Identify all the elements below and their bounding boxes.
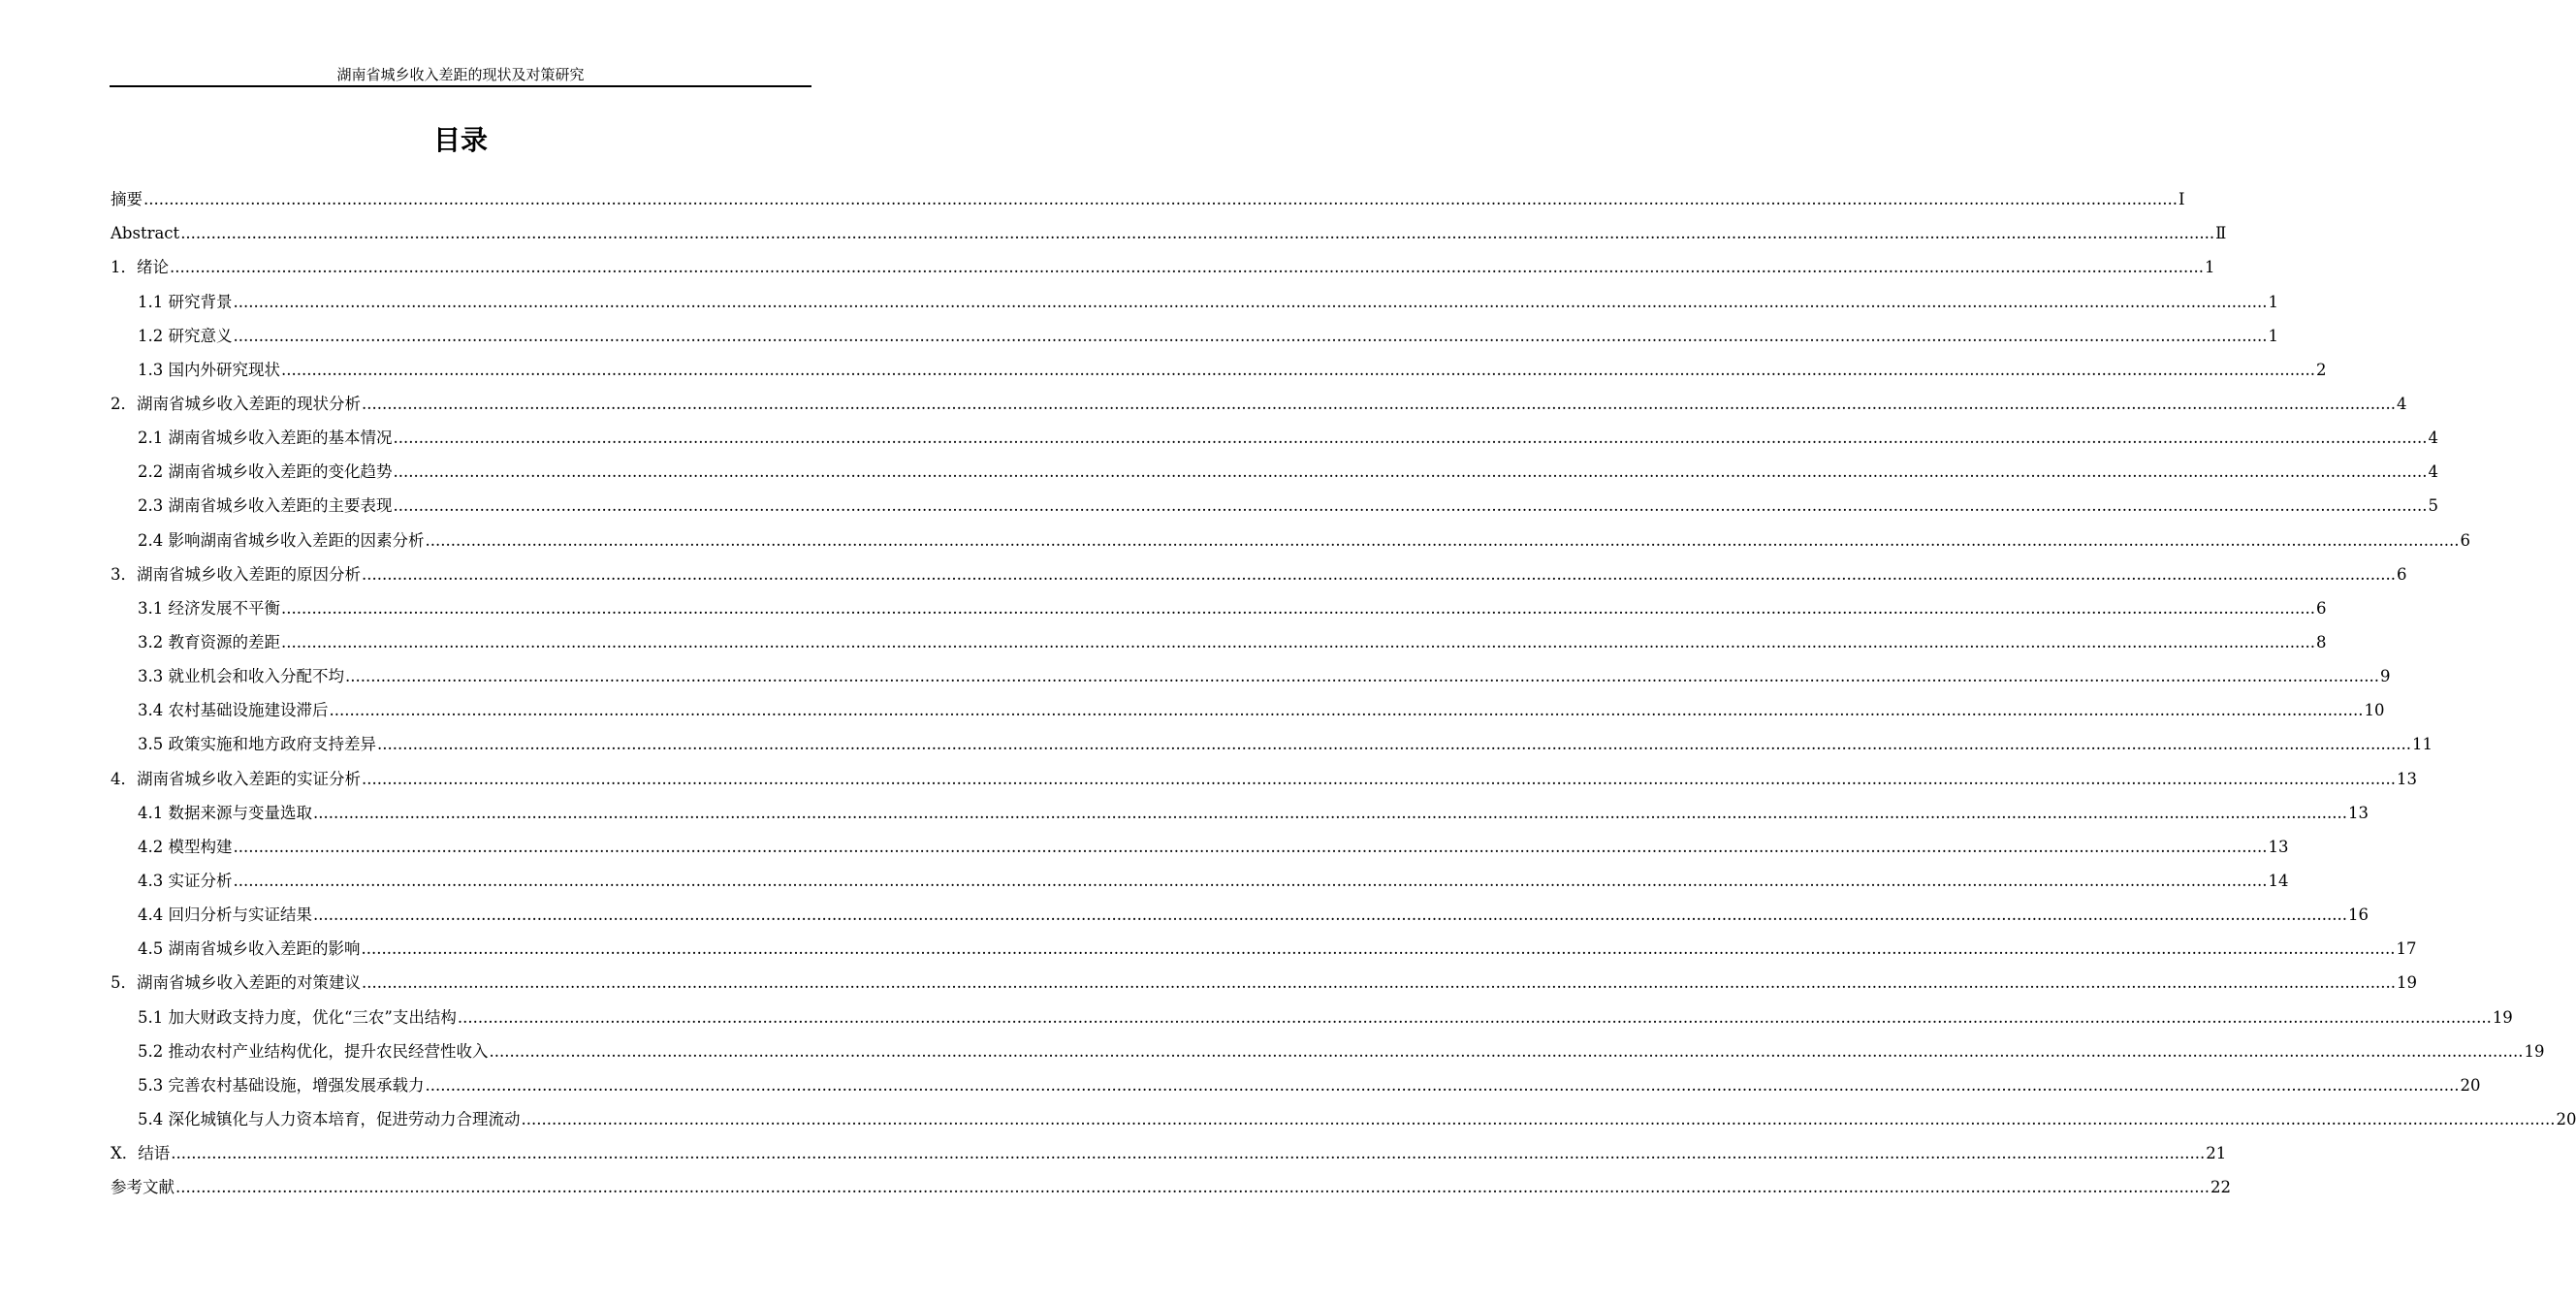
toc-entry[interactable] [111,387,2407,421]
toc-entry-page-number: 8 [2315,632,2327,652]
toc-dot-leader: ................................................................................................................................................................................................................................................................................................................................................................................................................ [233,871,2268,890]
toc-entry-title: 3．湖南省城乡收入差距的原因分析 [111,564,361,584]
toc-dot-leader: ................................................................................................................................................................................................................................................................................................................................................................................................................ [233,837,2268,856]
toc-entry[interactable] [111,693,2385,727]
toc-entry[interactable] [111,353,2327,387]
toc-dot-leader: ................................................................................................................................................................................................................................................................................................................................................................................................................ [362,564,2396,584]
toc-entry-page-number: 2 [2315,360,2327,379]
toc-entry[interactable] [111,1136,2227,1170]
toc-entry-page-number: 4 [2428,462,2438,482]
toc-dot-leader: ................................................................................................................................................................................................................................................................................................................................................................................................................ [521,1109,2556,1128]
toc-entry-title: 2．湖南省城乡收入差距的现状分析 [111,394,361,413]
toc-entry-title: 1.3 国内外研究现状 [138,360,280,379]
toc-dot-leader: ................................................................................................................................................................................................................................................................................................................................................................................................................ [377,735,2411,754]
page-header: 湖南省城乡收入差距的现状及对策研究 [336,66,585,83]
toc-entry-page-number: 6 [2460,530,2470,550]
toc-dot-leader: ................................................................................................................................................................................................................................................................................................................................................................................................................ [170,258,2204,277]
toc-entry-page-number: 6 [2396,564,2407,584]
toc-entry-page-number: 20 [2556,1109,2576,1128]
toc-dot-leader: ................................................................................................................................................................................................................................................................................................................................................................................................................ [329,701,2364,720]
toc-entry[interactable] [111,727,2433,761]
toc-entry-page-number: 6 [2315,598,2327,618]
toc-entry-page-number: 9 [2379,667,2391,686]
toc-entry[interactable] [111,489,2438,523]
toc-entry-title: 3.1 经济发展不平衡 [138,598,280,618]
toc-entry-page-number: 13 [2396,769,2417,788]
toc-entry-page-number: 13 [2347,803,2369,822]
toc-entry[interactable] [111,455,2438,489]
toc-entry-page-number: 1 [2268,292,2278,311]
toc-entry-title: 1.1 研究背景 [138,292,233,311]
toc-dot-leader: ................................................................................................................................................................................................................................................................................................................................................................................................................ [361,939,2396,959]
toc-entry[interactable] [111,659,2391,693]
toc-entry[interactable] [111,250,2215,284]
toc-entry-page-number: 1 [2268,326,2278,345]
toc-entry-title: X．结语 [111,1144,171,1163]
toc-entry[interactable] [111,319,2278,353]
toc-entry[interactable] [111,932,2417,966]
toc-entry[interactable] [111,864,2289,898]
toc-dot-leader: ................................................................................................................................................................................................................................................................................................................................................................................................................ [233,292,2268,311]
toc-dot-leader: ................................................................................................................................................................................................................................................................................................................................................................................................................ [362,973,2396,993]
toc-entry[interactable] [111,1000,2513,1033]
toc-dot-leader: ................................................................................................................................................................................................................................................................................................................................................................................................................ [425,530,2460,550]
toc-dot-leader: ................................................................................................................................................................................................................................................................................................................................................................................................................ [393,496,2428,516]
toc-entry[interactable] [111,761,2417,795]
toc-entry-page-number: 20 [2460,1075,2481,1095]
toc-entry-title: 1.2 研究意义 [138,326,233,345]
toc-entry-title: Abstract [111,224,180,243]
toc-entry[interactable] [111,796,2369,830]
toc-entry[interactable] [111,625,2327,659]
toc-entry-page-number: 5 [2428,496,2438,516]
toc-entry-title: 1．绪论 [111,258,169,277]
toc-dot-leader: ................................................................................................................................................................................................................................................................................................................................................................................................................ [175,1178,2210,1197]
toc-dot-leader: ................................................................................................................................................................................................................................................................................................................................................................................................................ [313,906,2347,925]
toc-entry-page-number: 10 [2364,701,2385,720]
toc-dot-leader: ................................................................................................................................................................................................................................................................................................................................................................................................................ [281,598,2315,618]
toc-dot-leader: ................................................................................................................................................................................................................................................................................................................................................................................................................ [345,667,2379,686]
toc-entry-title: 4.4 回归分析与实证结果 [138,906,312,925]
toc-entry-title: 2.2 湖南省城乡收入差距的变化趋势 [138,462,393,482]
toc-entry-title: 2.1 湖南省城乡收入差距的基本情况 [138,429,393,448]
toc-entry-page-number: 4 [2396,394,2407,413]
toc-entry[interactable] [111,1102,2576,1136]
toc-entry-title: 3.4 农村基础设施建设滞后 [138,701,329,720]
toc-dot-leader: ................................................................................................................................................................................................................................................................................................................................................................................................................ [425,1075,2460,1095]
toc-entry-title: 5.2 推动农村产业结构优化，提升农民经营性收入 [138,1041,489,1061]
toc-entry-title: 5.1 加大财政支持力度，优化“三农”支出结构 [138,1007,457,1027]
toc-entry-page-number: 19 [2396,973,2417,993]
toc-entry-title: 4.2 模型构建 [138,837,233,856]
toc-entry-page-number: 21 [2206,1144,2227,1163]
toc-entry-title: 参考文献 [111,1178,175,1197]
toc-dot-leader: ................................................................................................................................................................................................................................................................................................................................................................................................................ [171,1144,2206,1163]
toc-entry-title: 5.4 深化城镇化与人力资本培育，促进劳动力合理流动 [138,1109,521,1128]
toc-entry-title: 摘要 [111,190,143,209]
toc-entry-page-number: 14 [2268,871,2289,890]
toc-entry[interactable] [111,1068,2481,1102]
toc-dot-leader: ................................................................................................................................................................................................................................................................................................................................................................................................................ [281,632,2315,652]
toc-entry[interactable] [111,591,2327,625]
toc-dot-leader: ................................................................................................................................................................................................................................................................................................................................................................................................................ [281,360,2315,379]
toc-entry-title: 4.3 实证分析 [138,871,233,890]
toc-entry[interactable] [111,182,2185,216]
toc-dot-leader: ................................................................................................................................................................................................................................................................................................................................................................................................................ [393,462,2428,482]
toc-entry[interactable] [111,830,2289,864]
toc-dot-leader: ................................................................................................................................................................................................................................................................................................................................................................................................................ [180,224,2215,243]
toc-entry-page-number: 16 [2347,906,2369,925]
toc-dot-leader: ................................................................................................................................................................................................................................................................................................................................................................................................................ [362,394,2396,413]
toc-entry[interactable] [111,523,2470,556]
toc-dot-leader: ................................................................................................................................................................................................................................................................................................................................................................................................................ [489,1041,2524,1061]
toc-entry-title: 5．湖南省城乡收入差距的对策建议 [111,973,361,993]
toc-entry[interactable] [111,898,2369,932]
toc-entry-title: 4．湖南省城乡收入差距的实证分析 [111,769,361,788]
toc-entry-title: 2.3 湖南省城乡收入差距的主要表现 [138,496,393,516]
toc-entry-page-number: I [2178,190,2185,209]
toc-entry-page-number: 13 [2268,837,2289,856]
toc-dot-leader: ................................................................................................................................................................................................................................................................................................................................................................................................................ [143,190,2178,209]
toc-entry[interactable] [111,421,2438,455]
toc-entry[interactable] [111,557,2407,591]
toc-entry-title: 3.3 就业机会和收入分配不均 [138,667,344,686]
toc-entry-page-number: 19 [2492,1007,2513,1027]
toc-entry-page-number: Ⅱ [2215,224,2227,243]
toc-entry-title: 5.3 完善农村基础设施，增强发展承载力 [138,1075,425,1095]
toc-entry[interactable] [111,284,2278,318]
toc-dot-leader: ................................................................................................................................................................................................................................................................................................................................................................................................................ [313,803,2347,822]
toc-entry-page-number: 22 [2210,1178,2231,1197]
toc-dot-leader: ................................................................................................................................................................................................................................................................................................................................................................................................................ [457,1007,2492,1027]
toc-entry[interactable] [111,966,2417,1000]
toc-entry[interactable] [111,1170,2231,1204]
toc-dot-leader: ................................................................................................................................................................................................................................................................................................................................................................................................................ [362,769,2396,788]
table-of-contents [111,182,2576,1204]
toc-entry[interactable] [111,216,2227,250]
toc-entry-page-number: 4 [2428,429,2438,448]
header-divider [110,85,811,87]
toc-entry-page-number: 1 [2204,258,2215,277]
toc-entry-page-number: 19 [2524,1041,2545,1061]
toc-entry-page-number: 17 [2396,939,2417,959]
toc-entry-title: 4.1 数据来源与变量选取 [138,803,312,822]
toc-entry-title: 3.2 教育资源的差距 [138,632,280,652]
toc-dot-leader: ................................................................................................................................................................................................................................................................................................................................................................................................................ [233,326,2268,345]
toc-entry-title: 4.5 湖南省城乡收入差距的影响 [138,939,361,959]
toc-dot-leader: ................................................................................................................................................................................................................................................................................................................................................................................................................ [393,429,2428,448]
page-title: 目录 [432,124,488,156]
toc-entry-page-number: 11 [2411,735,2433,754]
toc-entry-title: 3.5 政策实施和地方政府支持差异 [138,735,376,754]
toc-entry[interactable] [111,1034,2545,1068]
toc-entry-title: 2.4 影响湖南省城乡收入差距的因素分析 [138,530,425,550]
